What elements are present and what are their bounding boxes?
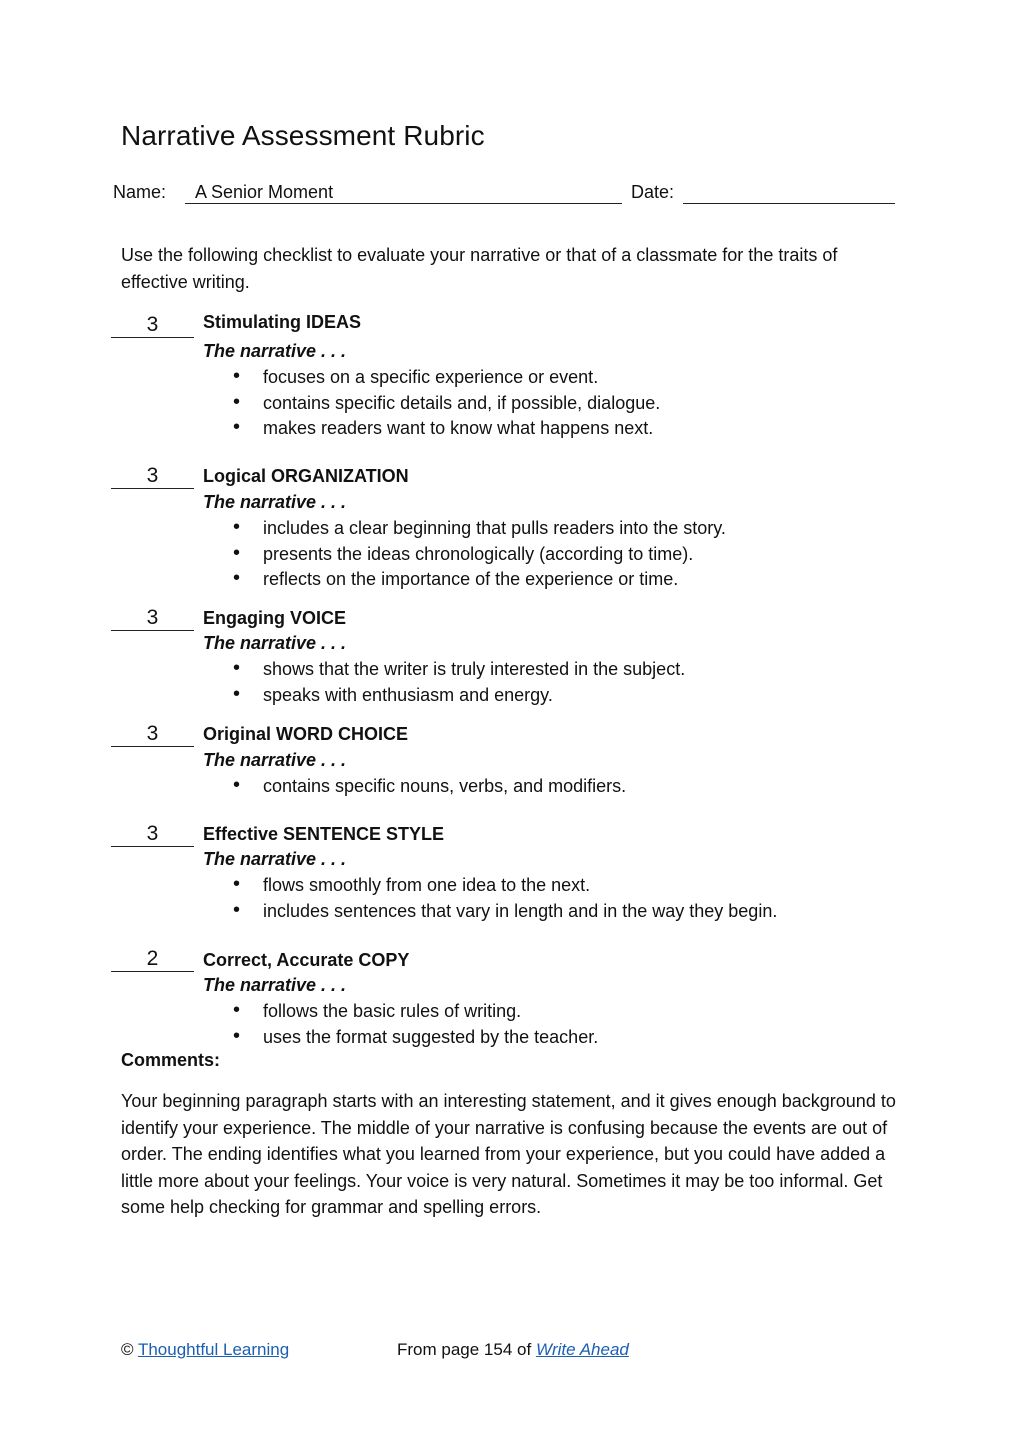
section-title: Engaging VOICE xyxy=(203,608,347,628)
section-title: Logical ORGANIZATION xyxy=(203,466,409,486)
criteria-item: • presents the ideas chronologically (according to time). xyxy=(231,542,726,568)
criteria-item: • reflects on the importance of the experience or time. xyxy=(231,567,726,593)
criteria-item: • uses the format suggested by the teacher. xyxy=(231,1025,598,1051)
criteria-item: • shows that the writer is truly interested in the subject. xyxy=(231,657,685,683)
criteria-list xyxy=(231,873,777,924)
criteria-item: • follows the basic rules of writing. xyxy=(231,999,598,1025)
section-subtitle: The narrative . . . xyxy=(203,492,347,512)
page-title: Narrative Assessment Rubric xyxy=(121,120,485,151)
name-label: Name: xyxy=(113,182,167,202)
date-field[interactable] xyxy=(683,178,895,204)
section-title: Original WORD CHOICE xyxy=(203,724,409,744)
score-field[interactable]: 3 xyxy=(111,722,194,747)
publisher-link[interactable]: Thoughtful Learning xyxy=(137,1340,290,1359)
footer-source xyxy=(397,1340,629,1360)
section-title: Correct, Accurate COPY xyxy=(203,950,410,970)
section-subtitle: The narrative . . . xyxy=(203,633,347,653)
criteria-item: • speaks with enthusiasm and energy. xyxy=(231,683,685,709)
section-subtitle: The narrative . . . xyxy=(203,849,347,869)
criteria-item: • contains specific details and, if possible, dialogue. xyxy=(231,391,660,417)
score-field[interactable]: 3 xyxy=(111,606,194,631)
criteria-item: • focuses on a specific experience or event. xyxy=(231,365,660,391)
score-field[interactable]: 2 xyxy=(111,947,194,972)
criteria-list xyxy=(231,657,685,708)
comments-heading: Comments: xyxy=(121,1050,221,1070)
source-prefix: From page 154 of xyxy=(397,1340,532,1359)
name-date-row xyxy=(113,178,903,208)
criteria-item: • flows smoothly from one idea to the next. xyxy=(231,873,777,899)
section-subtitle: The narrative . . . xyxy=(203,750,347,770)
section-subtitle: The narrative . . . xyxy=(203,341,347,361)
criteria-list xyxy=(231,774,626,800)
criteria-list xyxy=(231,516,726,593)
score-field[interactable]: 3 xyxy=(111,822,194,847)
footer-copyright xyxy=(121,1340,289,1360)
criteria-item: • includes a clear beginning that pulls readers into the story. xyxy=(231,516,726,542)
copyright-symbol: © xyxy=(121,1340,134,1359)
score-field[interactable]: 3 xyxy=(111,464,194,489)
score-field[interactable]: 3 xyxy=(111,313,194,338)
name-field[interactable] xyxy=(185,178,622,204)
criteria-item: • includes sentences that vary in length and in the way they begin. xyxy=(231,899,777,925)
criteria-list xyxy=(231,999,598,1050)
criteria-item: • makes readers want to know what happens next. xyxy=(231,416,660,442)
comments-text: Your beginning paragraph starts with an interesting statement, and it gives enough background to identify your experience. The middle of your narrative is confusing because the events are out of order. The ending identifies what you learned from your experience, but you could have added a little more about your feelings. Your voice is very natural. Sometimes it may be too informal. Get some help checking for grammar and spelling errors. xyxy=(121,1091,896,1217)
date-label: Date: xyxy=(631,182,675,202)
name-value: A Senior Moment xyxy=(195,182,334,202)
section-title: Effective SENTENCE STYLE xyxy=(203,824,445,844)
criteria-list xyxy=(231,365,660,442)
intro-text: Use the following checklist to evaluate your narrative or that of a classmate for the traits of effective writing. xyxy=(121,245,838,292)
section-title: Stimulating IDEAS xyxy=(203,312,362,332)
section-subtitle: The narrative . . . xyxy=(203,975,347,995)
criteria-item: • contains specific nouns, verbs, and modifiers. xyxy=(231,774,626,800)
book-link[interactable]: Write Ahead xyxy=(535,1340,629,1359)
